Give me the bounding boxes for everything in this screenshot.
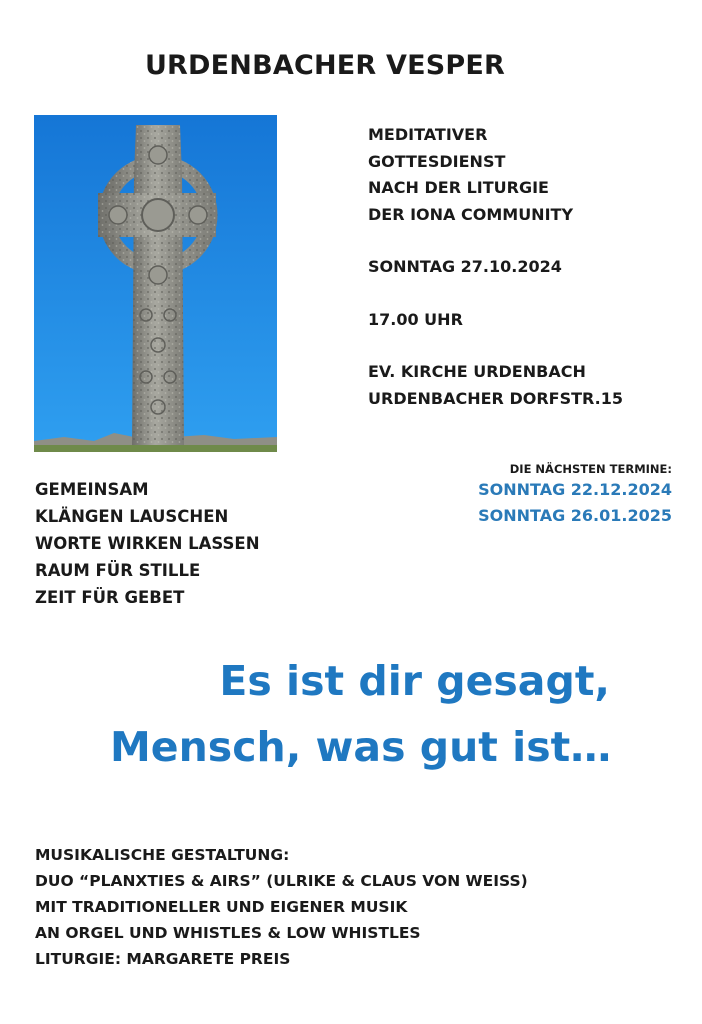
music-credits [35, 842, 528, 972]
feature-item: RAUM FÜR STILLE [35, 561, 201, 580]
info-line: GOTTESDIENST [368, 151, 506, 171]
info-line: DER IONA COMMUNITY [368, 204, 574, 224]
quote-line-2: Mensch, was gut ist… [110, 723, 612, 771]
feature-item: WORTE WIRKEN LASSEN [35, 534, 260, 553]
next-dates-label: DIE NÄCHSTEN TERMINE: [509, 462, 672, 476]
quote-line-1: Es ist dir gesagt, [219, 657, 610, 705]
celtic-cross-photo [34, 115, 277, 452]
service-date: SONNTAG 27.10.2024 [368, 257, 562, 276]
service-address: URDENBACHER DORFSTR.15 [368, 388, 623, 408]
service-info [368, 122, 623, 412]
service-place: EV. KIRCHE URDENBACH [368, 362, 586, 381]
info-line: MEDITATIVER [368, 125, 488, 144]
page-title: URDENBACHER VESPER [144, 50, 506, 81]
service-time: 17.00 UHR [368, 309, 463, 329]
info-line: NACH DER LITURGIE [368, 178, 549, 197]
feature-item: ZEIT FÜR GEBET [35, 588, 185, 607]
music-line: MIT TRADITIONELLER UND EIGENER MUSIK [35, 898, 408, 916]
feature-item: KLÄNGEN LAUSCHEN [35, 507, 229, 526]
music-line: LITURGIE: MARGARETE PREIS [35, 950, 291, 968]
celtic-cross-image [34, 115, 277, 452]
next-dates [478, 461, 672, 529]
feature-item: GEMEINSAM [35, 480, 149, 499]
next-date: SONNTAG 26.01.2025 [478, 506, 672, 525]
music-line: DUO “PLANXTIES & AIRS” (ULRIKE & CLAUS VON WEISS) [35, 872, 528, 890]
next-date: SONNTAG 22.12.2024 [478, 480, 672, 499]
features-list [35, 476, 260, 611]
music-line: MUSIKALISCHE GESTALTUNG: [35, 846, 290, 864]
music-line: AN ORGEL UND WHISTLES & LOW WHISTLES [35, 924, 421, 942]
